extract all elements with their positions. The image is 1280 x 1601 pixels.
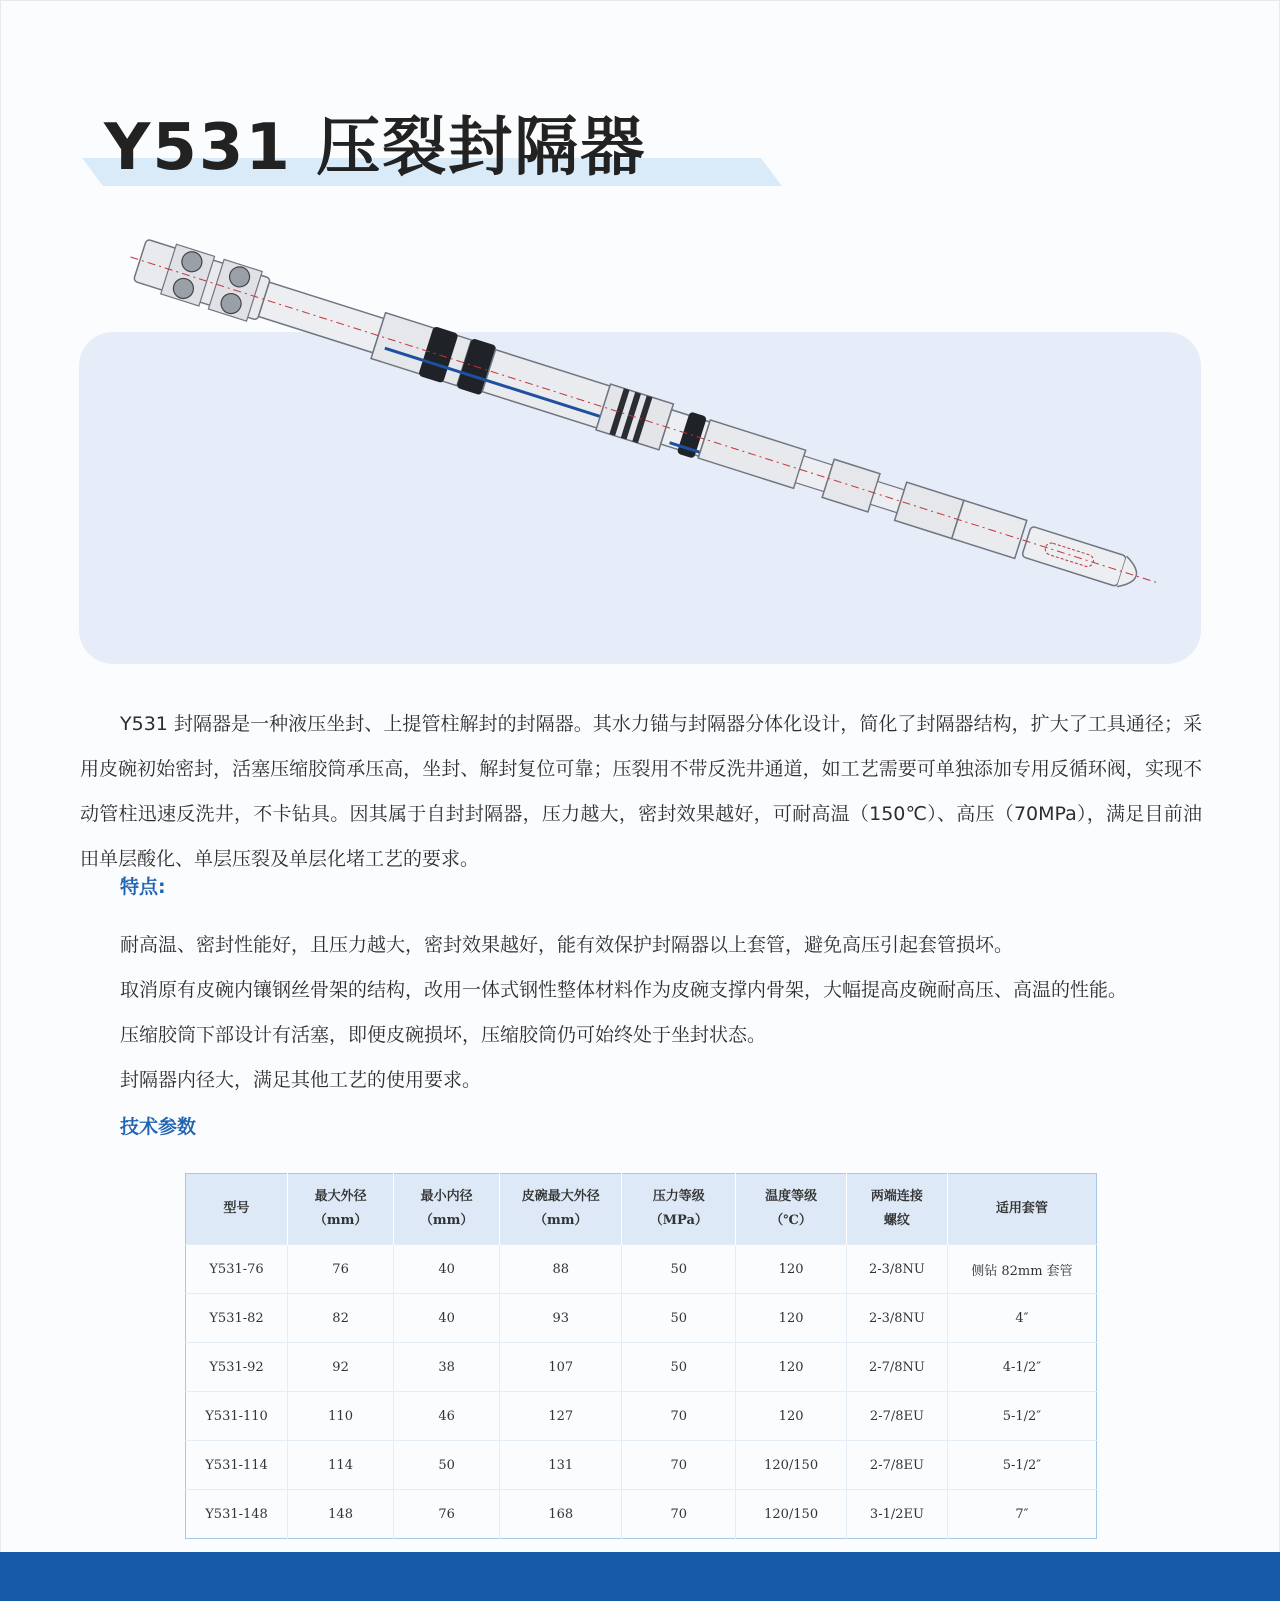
table-row xyxy=(186,1245,1097,1294)
cell-model: Y531-82 xyxy=(186,1294,288,1343)
cell-model: Y531-110 xyxy=(186,1392,288,1441)
cell-cup-od: 93 xyxy=(500,1294,622,1343)
specs-heading: 技术参数 xyxy=(120,1116,197,1138)
cell-casing: 4-1/2″ xyxy=(947,1343,1096,1392)
table-row xyxy=(186,1392,1097,1441)
cell-min-id: 46 xyxy=(394,1392,500,1441)
cell-min-id: 76 xyxy=(394,1490,500,1539)
cell-pressure: 50 xyxy=(622,1245,736,1294)
cell-cup-od: 107 xyxy=(500,1343,622,1392)
cell-cup-od: 131 xyxy=(500,1441,622,1490)
cell-temperature: 120 xyxy=(736,1392,847,1441)
cell-max-od: 76 xyxy=(288,1245,394,1294)
packer-tool-illustration xyxy=(120,240,1140,630)
footer-bar xyxy=(0,1552,1280,1601)
cell-cup-od: 88 xyxy=(500,1245,622,1294)
cell-thread: 3-1/2EU xyxy=(847,1490,948,1539)
cell-min-id: 40 xyxy=(394,1245,500,1294)
cell-model: Y531-76 xyxy=(186,1245,288,1294)
col-header-pressure: 压力等级 （MPa） xyxy=(622,1174,736,1245)
col-header-temperature: 温度等级 （℃） xyxy=(736,1174,847,1245)
cell-temperature: 120 xyxy=(736,1245,847,1294)
col-header-thread: 两端连接 螺纹 xyxy=(847,1174,948,1245)
cell-thread: 2-3/8NU xyxy=(847,1245,948,1294)
cell-casing: 5-1/2″ xyxy=(947,1441,1096,1490)
table-row xyxy=(186,1490,1097,1539)
cell-casing: 5-1/2″ xyxy=(947,1392,1096,1441)
title-block xyxy=(78,96,788,192)
table-row xyxy=(186,1441,1097,1490)
cell-pressure: 70 xyxy=(622,1441,736,1490)
col-header-min-id: 最小内径 （mm） xyxy=(394,1174,500,1245)
spec-table xyxy=(185,1173,1097,1539)
cell-thread: 2-7/8EU xyxy=(847,1392,948,1441)
col-header-cup-od: 皮碗最大外径 （mm） xyxy=(500,1174,622,1245)
cell-model: Y531-148 xyxy=(186,1490,288,1539)
feature-item: 封隔器内径大，满足其他工艺的使用要求。 xyxy=(120,1069,482,1091)
cell-thread: 2-3/8NU xyxy=(847,1294,948,1343)
table-header-row xyxy=(186,1174,1097,1245)
table-row xyxy=(186,1294,1097,1343)
cell-model: Y531-114 xyxy=(186,1441,288,1490)
cell-casing: 侧钻 82mm 套管 xyxy=(947,1245,1096,1294)
cell-thread: 2-7/8EU xyxy=(847,1441,948,1490)
cell-casing: 7″ xyxy=(947,1490,1096,1539)
cell-max-od: 92 xyxy=(288,1343,394,1392)
cell-pressure: 50 xyxy=(622,1294,736,1343)
cell-model: Y531-92 xyxy=(186,1343,288,1392)
cell-temperature: 120/150 xyxy=(736,1441,847,1490)
cell-min-id: 38 xyxy=(394,1343,500,1392)
feature-item: 耐高温、密封性能好，且压力越大，密封效果越好，能有效保护封隔器以上套管，避免高压引起套管损坏。 xyxy=(120,934,1014,956)
cell-temperature: 120 xyxy=(736,1294,847,1343)
col-header-model: 型号 xyxy=(186,1174,288,1245)
feature-item: 压缩胶筒下部设计有活塞，即便皮碗损坏，压缩胶筒仍可始终处于坐封状态。 xyxy=(120,1024,767,1046)
cell-pressure: 50 xyxy=(622,1343,736,1392)
cell-max-od: 110 xyxy=(288,1392,394,1441)
cell-temperature: 120/150 xyxy=(736,1490,847,1539)
cell-cup-od: 168 xyxy=(500,1490,622,1539)
page-title: Y531 压裂封隔器 xyxy=(104,111,647,185)
cell-max-od: 148 xyxy=(288,1490,394,1539)
features-list xyxy=(120,923,1200,1103)
table-row xyxy=(186,1343,1097,1392)
col-header-casing: 适用套管 xyxy=(947,1174,1096,1245)
cell-pressure: 70 xyxy=(622,1490,736,1539)
cell-cup-od: 127 xyxy=(500,1392,622,1441)
feature-item: 取消原有皮碗内镶钢丝骨架的结构，改用一体式钢性整体材料作为皮碗支撑内骨架，大幅提高皮碗耐高压、高温的性能。 xyxy=(120,979,1128,1001)
cell-min-id: 40 xyxy=(394,1294,500,1343)
cell-thread: 2-7/8NU xyxy=(847,1343,948,1392)
cell-temperature: 120 xyxy=(736,1343,847,1392)
features-heading: 特点: xyxy=(120,876,166,898)
cell-max-od: 82 xyxy=(288,1294,394,1343)
col-header-max-od: 最大外径 （mm） xyxy=(288,1174,394,1245)
cell-min-id: 50 xyxy=(394,1441,500,1490)
cell-max-od: 114 xyxy=(288,1441,394,1490)
cell-casing: 4″ xyxy=(947,1294,1096,1343)
cell-pressure: 70 xyxy=(622,1392,736,1441)
intro-paragraph: Y531 封隔器是一种液压坐封、上提管柱解封的封隔器。其水力锚与封隔器分体化设计，简化了封隔器结构，扩大了工具通径；采用皮碗初始密封，活塞压缩胶筒承压高，坐封、解封复位可靠；压裂用不带反洗井通道，如工艺需要可单独添加专用反循环阀，实现不动管柱迅速反洗井，不卡钻具。因其属于自封封隔器，压力越大，密封效果越好，可耐高温（150℃）、高压（70MPa），满足目前油田单层酸化、单层压裂及单层化堵工艺的要求。 xyxy=(80,713,1202,870)
